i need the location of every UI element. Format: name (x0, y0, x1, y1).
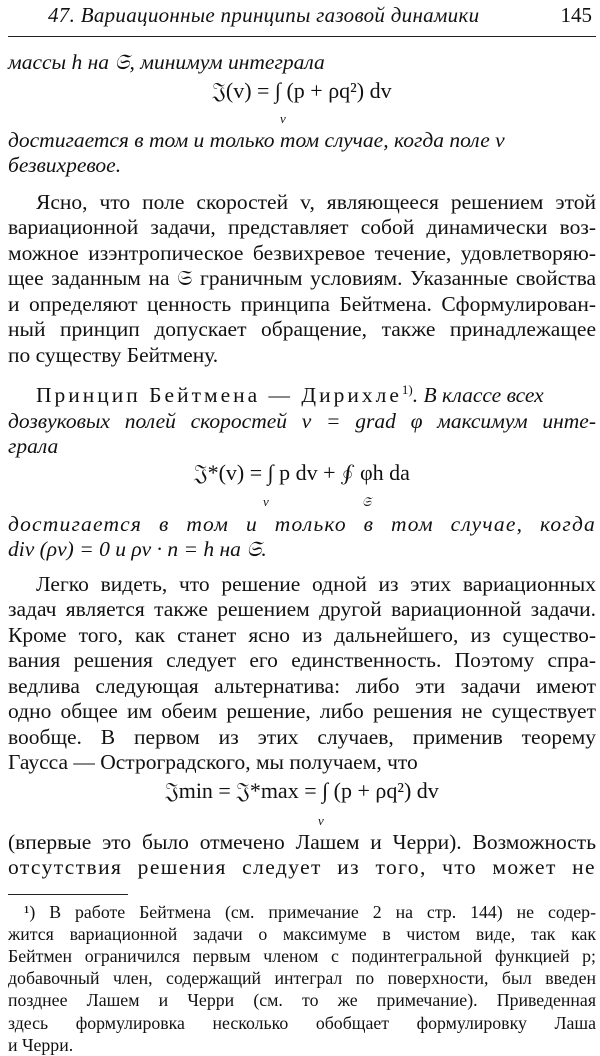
principle-name: Принцип Бейтмена — Дирихле (36, 383, 402, 408)
p1-line2: достигается в том и только том случае, когда поле v (8, 127, 505, 152)
formula-3-expression: 𝔍min = 𝔍*max = ∫ (p + ρq²) dv (165, 777, 439, 803)
formula-3 (8, 778, 596, 826)
p2-line: вариационной задачи, представляет собой динамически воз- (8, 215, 596, 239)
p2-line: ный принцип допускает обращение, также принадлежащее (8, 317, 596, 341)
p4-line: Легко видеть, что решение одной из этих вариационных (36, 571, 596, 596)
formula-1-expression: 𝔍(v) = ∫ (p + ρq²) dv (212, 77, 392, 103)
p3-line3: грала (8, 434, 59, 459)
formula-2 (8, 460, 596, 508)
p3-line2: дозвуковых полей скоростей v = grad φ максимум инте- (8, 408, 596, 433)
formula-1 (8, 78, 596, 124)
formula-3-subscript: v (318, 812, 324, 828)
footnote-line: ¹) В работе Бейтмена (см. примечание 2 на стр. 144) не содер- (24, 901, 596, 922)
footnote-line: здесь формулировка несколько обобщает формулировку Лаша (8, 1012, 596, 1033)
p4-line: Кроме того, как станет ясно из дальнейшего, из существо- (8, 622, 596, 647)
p2-line: можное изэнтропическое безвихревое течение, удовлетворяю- (8, 240, 596, 265)
footnote-line: добавочный член, содержащий интеграл по поверхности, был введен (8, 968, 596, 989)
p4-line: Гаусса — Остроградского, мы получаем, что (8, 750, 418, 775)
p3-line5: div (ρv) = 0 и ρv · n = h на 𝔖. (8, 537, 267, 562)
running-title: 47. Вариационные принципы газовой динамики (48, 3, 480, 27)
page-number: 145 (560, 3, 592, 27)
footnote-ref: 1) (401, 382, 413, 397)
footnote (8, 894, 596, 1056)
p1-line1: массы h на 𝔖, минимум интеграла (8, 50, 325, 74)
formula-2-subscript-s: 𝔖 (362, 493, 372, 509)
p1-line3: безвихревое. (8, 153, 122, 177)
p2-line: и определяют ценность принципа Бейтмена. Сформулирован- (8, 291, 596, 316)
p4-line: одно общее им обеим решение, либо решения не существует (8, 699, 596, 724)
footnote-line: позднее Лашем и Черри (см. то же примечание). Приведенная (8, 990, 596, 1011)
footnote-line: и Черри. (8, 1034, 74, 1055)
p4-line: ведлива следующая альтернатива: либо эти задачи имеют (8, 673, 596, 698)
paragraph-5 (8, 830, 596, 881)
formula-2-expression: 𝔍*(v) = ∫ p dv + ∮ φh da (194, 459, 410, 485)
p4-line: вания решения следует его единственность. Поэтому спра- (8, 648, 596, 673)
formula-2-subscript-v: v (263, 493, 269, 509)
paragraph-2 (8, 190, 596, 369)
paragraph-3 (8, 377, 596, 460)
footnote-text (8, 901, 596, 1056)
footnote-line: Бейтмен ограничился первым членом с подинтегральной функцией p; (8, 946, 596, 967)
p4-line: вообще. В первом из этих случаев, применив теорему (8, 724, 596, 749)
p3-line1 (8, 377, 596, 409)
p4-line: задач является также решением другой вариационной задачи. (8, 597, 596, 622)
p3-lead-rest: . В классе всех (412, 383, 544, 408)
paragraph-4 (8, 572, 596, 776)
p2-line: щее заданным на 𝔖 граничным условиям. Указанные свойства (8, 266, 596, 290)
p2-line: Ясно, что поле скоростей v, являющееся решением этой (36, 189, 596, 214)
footnote-line: жится вариационной задачи о максимуме в чистом виде, так как (8, 923, 596, 944)
p2-line: по существу Бейтмену. (8, 342, 219, 367)
p5-line: отсутствия решения следует из того, что может не (8, 855, 596, 880)
page-header (8, 0, 596, 37)
p5-line: (впервые это было отмечено Лашем и Черри). Возможность (8, 829, 596, 854)
formula-1-subscript: v (280, 110, 286, 126)
p3-line4: достигается в том и только в том случае, когда (8, 511, 596, 536)
footnote-rule (8, 894, 128, 895)
